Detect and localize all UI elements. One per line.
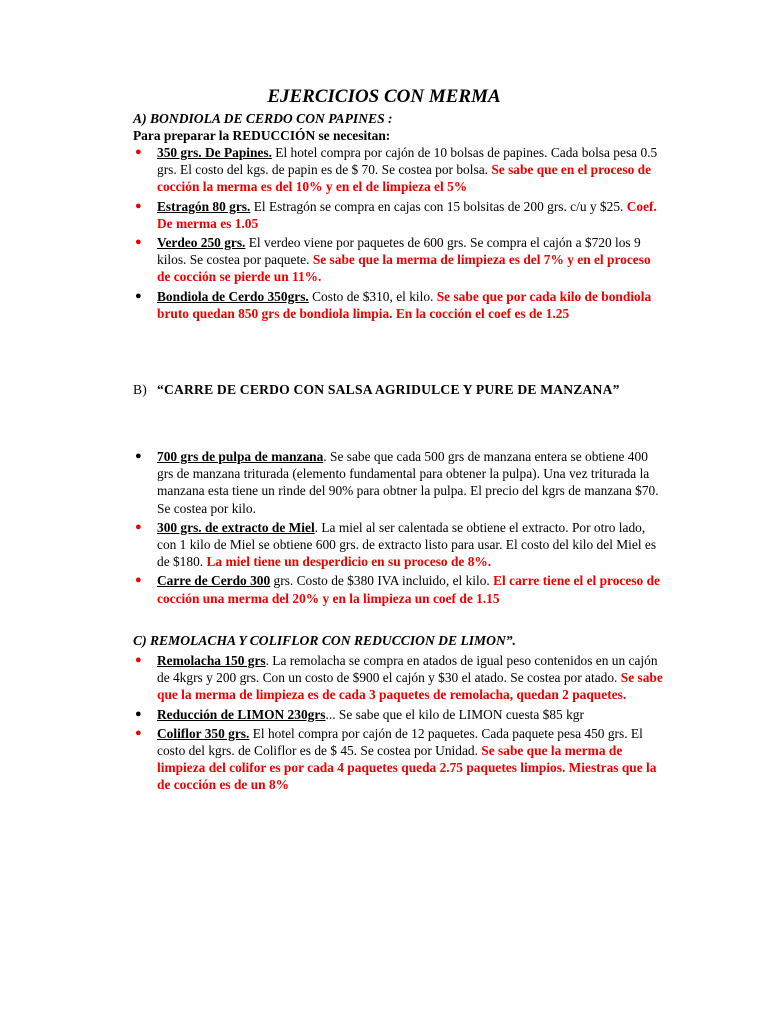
section-c-heading-text: C) REMOLACHA Y COLIFLOR CON REDUCCION DE LIMON”.	[133, 633, 516, 648]
item-lead: Verdeo 250 grs.	[157, 235, 246, 251]
section-a-header	[133, 110, 663, 144]
item-highlight: La miel tiene un desperdicio en su proceso de 8%.	[206, 554, 492, 570]
item-highlight: Se sabe que por cada kilo de bondiola bruto quedan 850 grs de bondiola limpia. En la cocción el coef es de 1.25	[157, 288, 652, 321]
list-item	[133, 706, 663, 723]
list-item	[133, 234, 663, 286]
item-lead: Bondiola de Cerdo 350grs.	[157, 288, 309, 304]
bullet-icon: ●	[135, 236, 142, 249]
bullet-icon: ●	[135, 520, 142, 533]
item-text: El hotel compra por cajón de 10 bolsas de papines. Cada bolsa pesa 0.5 grs. El costo del kgs. de papin es de $ 70. Se costea por bolsa.	[157, 145, 658, 178]
item-text: grs. Costo de $380 IVA incluido, el kilo.	[270, 573, 494, 589]
item-highlight: Se sabe que la merma de limpieza es del 7% y en el proceso de cocción se pierde un 11%.	[157, 252, 651, 285]
list-item	[133, 572, 663, 606]
item-text: ... Se sabe que el kilo de LIMON cuesta $85 kgr	[325, 706, 584, 722]
section-a-intro: Para preparar la REDUCCIÓN se necesitan:	[133, 128, 391, 144]
item-highlight: El carre tiene el el proceso de cocción una merma del 20% y en la limpieza un coef de 1.15	[157, 573, 660, 606]
section-b-header	[133, 381, 663, 398]
item-text: El verdeo viene por paquetes de 600 grs. Se compra el cajón a $720 los 9 kilos. Se costea por paquete.	[157, 235, 641, 268]
bullet-icon: ●	[135, 289, 142, 302]
item-lead: 700 grs de pulpa de manzana	[157, 449, 324, 464]
list-item	[133, 288, 663, 322]
section-c-list	[133, 652, 663, 794]
item-lead: 300 grs. de extracto de Miel	[157, 519, 315, 535]
list-item	[133, 448, 663, 517]
item-text: . Se sabe que cada 500 grs de manzana entera se obtiene 400 grs de manzana triturada (elemento fundamental para obtener la pulpa). Una vez triturada la manzana esta tiene un rinde del 90% para obtner la pulpa. El precio del kgrs de manzana $70. Se costea por kilo.	[157, 449, 659, 516]
item-lead: Coliflor 350 grs.	[157, 725, 250, 741]
item-text: El Estragón se compra en cajas con 15 bolsitas de 200 grs. c/u y $25.	[250, 198, 627, 214]
section-b-heading: “CARRE DE CERDO CON SALSA AGRIDULCE Y PURE DE MANZANA”	[157, 382, 620, 397]
item-text: . La remolacha se compra en atados de igual peso contenidos en un cajón de 4kgrs y 200 grs. Con un costo de $900 el cajón y $30 el atado. Se costea por atado.	[157, 653, 658, 686]
bullet-icon: ●	[135, 707, 142, 720]
item-text: El hotel compra por cajón de 12 paquetes. Cada paquete pesa 450 grs. El costo del kgrs. de Coliflor es de $ 45. Se costea por Unidad.	[157, 725, 643, 759]
section-b-list	[133, 448, 663, 607]
item-lead: Estragón 80 grs.	[157, 198, 251, 214]
bullet-icon: ●	[135, 146, 142, 158]
item-highlight: Coef. De merma es 1.05	[157, 198, 657, 231]
section-a-heading: A) BONDIOLA DE CERDO CON PAPINES :	[133, 111, 393, 126]
item-lead: Remolacha 150 grs	[157, 653, 266, 668]
list-item	[133, 198, 663, 232]
bullet-icon: ●	[135, 654, 142, 666]
item-highlight: Se sabe que la merma de limpieza es de cada 3 paquetes de remolacha, quedan 2 paquetes.	[157, 670, 663, 703]
bullet-icon: ●	[135, 726, 142, 739]
section-b-letter: B)	[133, 382, 147, 397]
bullet-icon: ●	[135, 574, 142, 587]
item-lead: 350 grs. De Papines.	[157, 145, 272, 160]
list-item	[133, 725, 663, 794]
item-highlight: Se sabe que la merma de limpieza del colifor es por cada 4 paquetes queda 2.75 paquetes limpios. Miestras que la de cocción es de un 8%	[157, 743, 657, 793]
document-title: EJERCICIOS CON MERMA	[267, 86, 501, 107]
item-lead: Reducción de LIMON 230grs	[157, 706, 326, 722]
bullet-icon: ●	[135, 199, 142, 212]
list-item	[133, 652, 663, 704]
list-item	[133, 519, 663, 571]
item-text: . La miel al ser calentada se obtiene el extracto. Por otro lado, con 1 kilo de Miel se obtiene 600 grs. de extracto listo para usar. El costo del kilo del Miel es de $180.	[157, 519, 657, 570]
list-item	[133, 144, 663, 196]
section-a-list	[133, 144, 663, 322]
section-c-header	[133, 632, 663, 649]
item-text: Costo de $310, el kilo.	[308, 288, 437, 304]
section-c-heading	[133, 632, 663, 649]
item-lead: Carre de Cerdo 300	[157, 573, 271, 589]
bullet-icon: ●	[135, 450, 142, 462]
item-highlight: Se sabe que en el proceso de cocción la merma es del 10% y en el de limpieza el 5%	[157, 162, 652, 195]
